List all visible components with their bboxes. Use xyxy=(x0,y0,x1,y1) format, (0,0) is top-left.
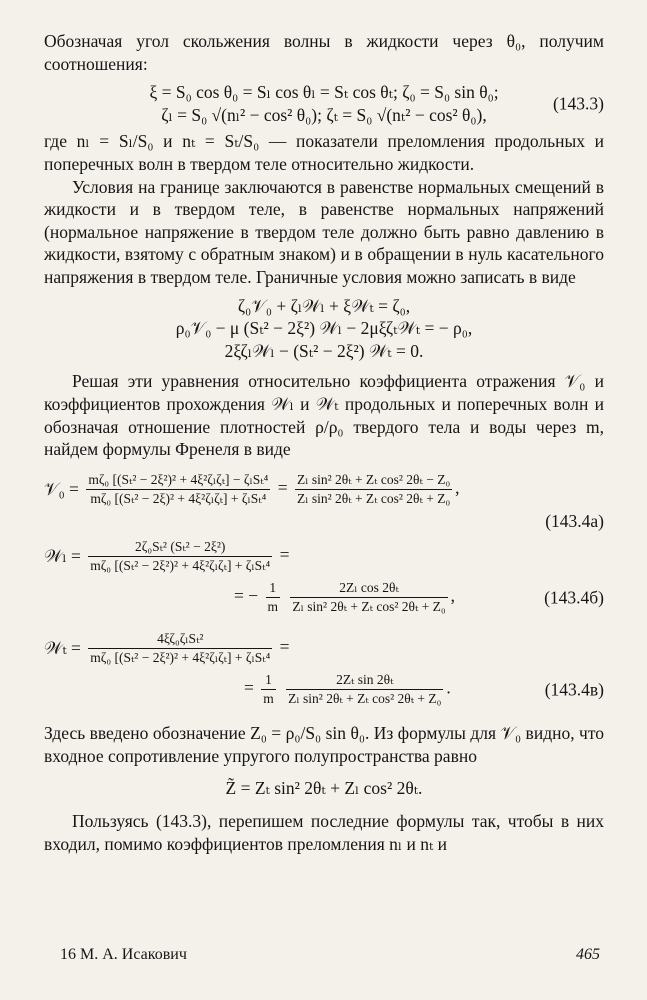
one-over-m xyxy=(266,579,281,616)
boundary-equation-3: 2ξζₗ𝒲ₗ − (Sₜ² − 2ξ²) 𝒲ₜ = 0. xyxy=(224,340,424,361)
fraction-1 xyxy=(88,630,272,667)
denominator: m xyxy=(263,691,274,707)
equation-143-4v xyxy=(44,630,604,708)
denominator: Zₗ sin² 2θₜ + Zₜ cos² 2θₜ + Z₀ xyxy=(296,490,451,506)
fraction-1 xyxy=(88,538,272,575)
equation-input-impedance xyxy=(44,777,604,800)
punctuation: , xyxy=(450,585,455,606)
equation-143-3-line-2: ζₗ = S₀ √(nₗ² − cos² θ₀); ζₜ = S₀ √(nₜ² − cos² θ₀), xyxy=(161,104,487,125)
paragraph-fresnel-intro: Решая эти уравнения относительно коэффициента отражения 𝒱₀ и коэффициентов прохождения 𝒲ₗ и 𝒲ₜ продольных и поперечных волн и обозначая отношение плотностей ρ/ρ₀ твердого тела и воды через m, найдем формулы Френеля в виде xyxy=(44,371,604,460)
fraction-2 xyxy=(290,579,447,616)
denominator: m xyxy=(267,599,279,615)
equals-sign: = xyxy=(279,636,290,657)
paragraph-intro: Обозначая угол скольжения волны в жидкости через θ₀, получим соотношения: xyxy=(44,31,604,74)
equation-143-3 xyxy=(44,81,604,126)
numerator: Zₗ sin² 2θₜ + Zₜ cos² 2θₜ − Z₀ xyxy=(295,471,452,490)
equation-143-4a-row xyxy=(44,471,604,508)
longitudinal-transmission-label: 𝒲ₗ = xyxy=(44,546,81,567)
transverse-transmission-label: 𝒲ₜ = xyxy=(44,638,81,659)
numerator: 2Zₗ cos 2θₜ xyxy=(290,579,447,598)
boundary-equation-1: ζ₀𝒱₀ + ζₗ𝒲ₗ + ξ𝒲ₜ = ζ₀, xyxy=(237,295,411,316)
equation-143-4b-row-1 xyxy=(44,538,604,575)
paragraph-input-impedance: Здесь введено обозначение Z₀ = ρ₀/S₀ sin θ₀. Из формулы для 𝒱₀ видно, что входное сопротивление упругого полупространства равно xyxy=(44,723,604,766)
numerator: 2ζ₀Sₜ² (Sₜ² − 2ξ²) xyxy=(88,538,272,557)
equation-number: (143.4в) xyxy=(544,679,604,700)
paragraph-boundary-conditions: Условия на границе заключаются в равенстве нормальных смещений в жидкости и в твердом теле, в равенстве нормальных напряжений (нормальное напряжение в твердом теле должно быть равно давлению в жидкости, взятому с обратным знаком) и в обращении в нуль касательного напряжения в твердом теле. Граничные условия можно записать в виде xyxy=(44,176,604,287)
fraction-1 xyxy=(86,471,270,508)
punctuation: . xyxy=(446,677,451,698)
equals-sign: = xyxy=(277,477,288,498)
denominator: mζ₀ [(Sₜ² − 2ξ²)² + 4ξ²ζₗζₜ] + ζₗSₜ⁴ xyxy=(90,650,271,666)
equation-143-4a xyxy=(44,471,604,533)
prefix: = − xyxy=(234,585,259,606)
fraction-2 xyxy=(295,471,452,508)
punctuation: , xyxy=(455,477,460,498)
equals-sign: = xyxy=(279,544,290,565)
numerator: 2Zₜ sin 2θₜ xyxy=(286,671,443,690)
denominator: mζ₀ [(Sₜ² − 2ξ²)² + 4ξ²ζₗζₜ] + ζₗSₜ⁴ xyxy=(90,558,271,574)
equation-143-4v-row-1 xyxy=(44,630,604,667)
denominator: Zₗ sin² 2θₜ + Zₜ cos² 2θₜ + Z₀ xyxy=(288,691,442,707)
one-over-m xyxy=(261,671,276,708)
equation-number: (143.3) xyxy=(552,93,604,114)
numerator: 1 xyxy=(266,579,281,598)
prefix: = xyxy=(244,677,254,698)
equation-143-4v-row-2 xyxy=(44,671,604,708)
page-number: 465 xyxy=(576,946,600,963)
reflection-coefficient-label: 𝒱₀ = xyxy=(44,478,79,499)
equation-143-4b xyxy=(44,538,604,616)
paragraph-refraction-indices: где nₗ = Sₗ/S₀ и nₜ = Sₜ/S₀ — показатели преломления продольных и поперечных волн в твердом теле относительно жидкости. xyxy=(44,131,604,174)
fraction-2 xyxy=(286,671,443,708)
impedance-formula: Z̃ = Zₜ sin² 2θₜ + Zₗ cos² 2θₜ. xyxy=(225,778,423,799)
denominator: mζ₀ [(Sₜ² − 2ξ)² + 4ξ²ζₗζₜ] + ζₗSₜ⁴ xyxy=(90,490,267,506)
equation-boundary-system xyxy=(44,295,604,363)
paragraph-rewrite: Пользуясь (143.3), перепишем последние формулы так, чтобы в них входил, помимо коэффициентов преломления nₗ и nₜ и xyxy=(44,811,604,854)
numerator: mζ₀ [(Sₜ² − 2ξ²)² + 4ξ²ζₗζₜ] − ζₗSₜ⁴ xyxy=(86,471,270,490)
numerator: 1 xyxy=(261,671,276,690)
boundary-equation-2: ρ₀𝒱₀ − μ (Sₜ² − 2ξ²) 𝒲ₗ − 2μξζₜ𝒲ₜ = − ρ₀, xyxy=(175,318,473,339)
denominator: Zₗ sin² 2θₜ + Zₜ cos² 2θₜ + Z₀ xyxy=(292,599,446,615)
equation-number: (143.4а) xyxy=(545,510,604,531)
signature-mark: 16 М. А. Исакович xyxy=(60,946,187,963)
page-body xyxy=(44,30,604,855)
equation-143-4b-row-2 xyxy=(44,579,604,616)
equation-143-3-line-1: ξ = S₀ cos θ₀ = Sₗ cos θₗ = Sₜ cos θₜ; ζ₀ = S₀ sin θ₀; xyxy=(149,82,499,103)
numerator: 4ξζ₀ζₗSₜ² xyxy=(88,630,272,649)
equation-number: (143.4б) xyxy=(544,587,604,608)
